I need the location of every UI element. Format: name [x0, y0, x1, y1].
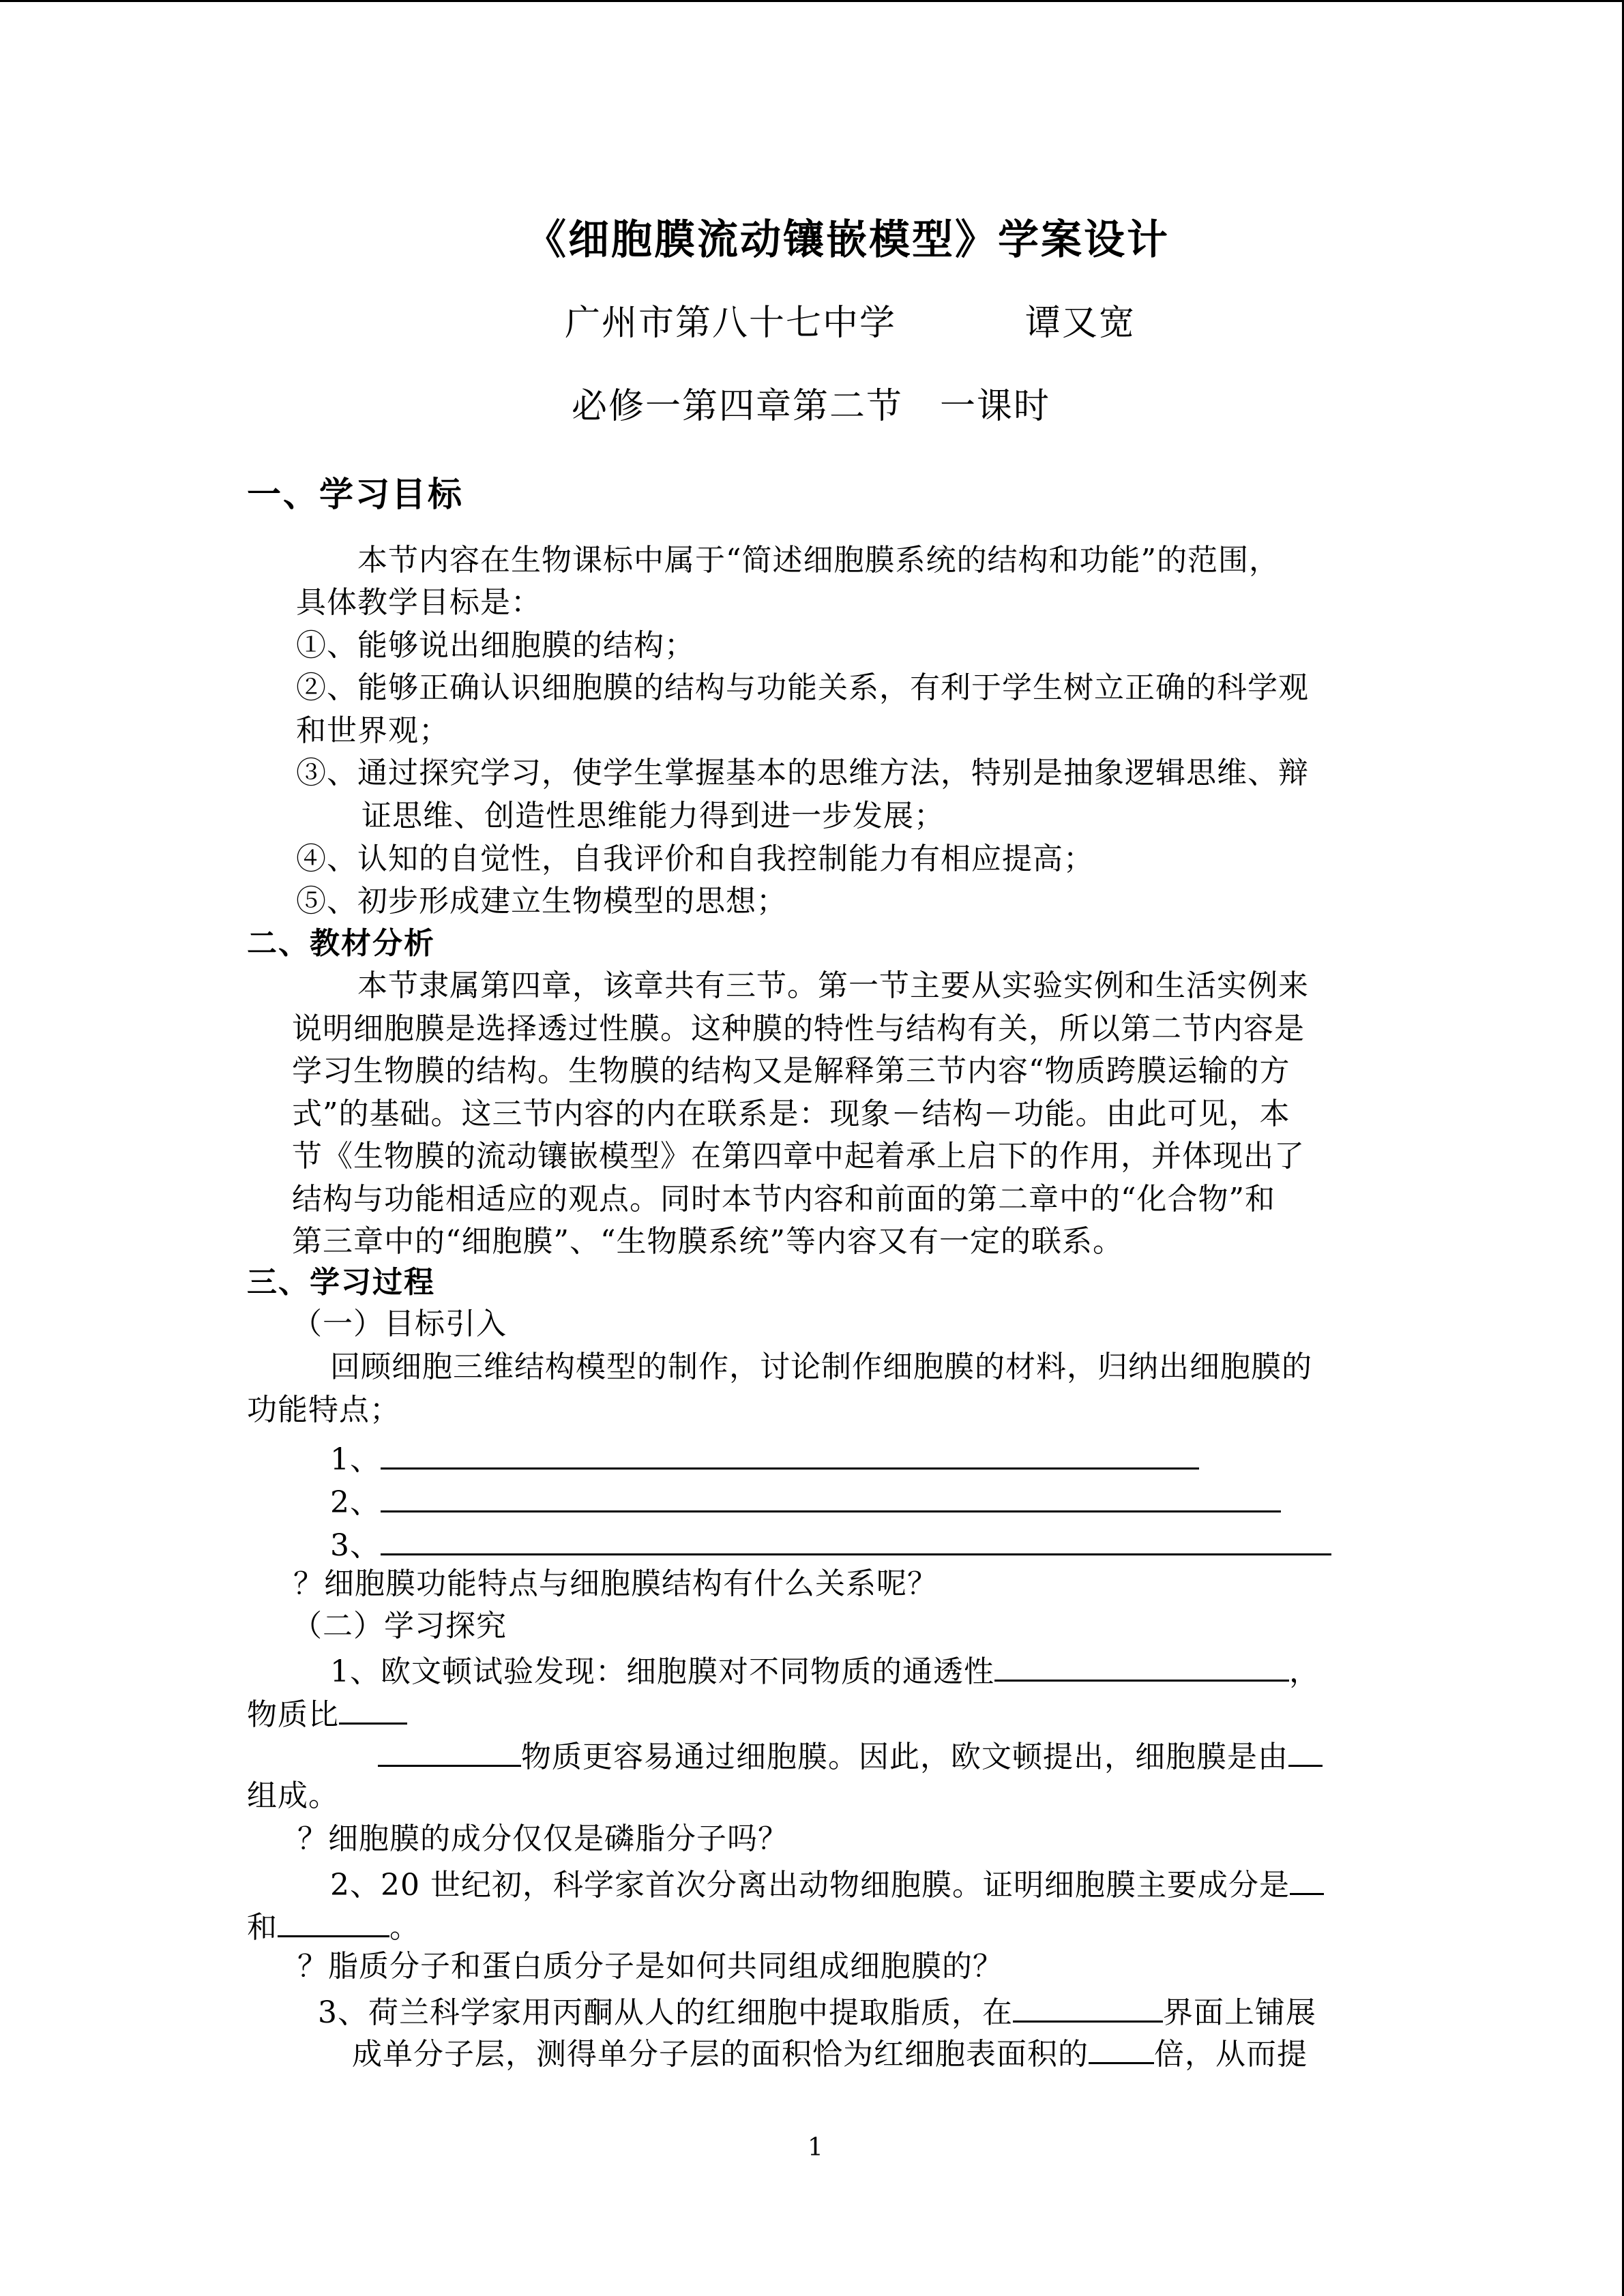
page-border-top — [0, 0, 1624, 2]
item3-text-d: 倍，从而提 — [1154, 2037, 1308, 2072]
answer-line-2[interactable] — [330, 1485, 1281, 1518]
author-name: 谭又宽 — [1025, 303, 1136, 344]
goal-2-line1: ②、能够正确认识细胞膜的结构与功能关系，有利于学生树立正确的科学观 — [296, 670, 1309, 705]
fill-blank[interactable] — [381, 1485, 1281, 1512]
answer-number: 3、 — [330, 1528, 381, 1563]
answer-number: 1、 — [330, 1442, 381, 1477]
item3-text-b: 界面上铺展 — [1163, 1995, 1316, 2030]
item3-line1 — [318, 1995, 1316, 2028]
section3-heading: 三、学习过程 — [247, 1265, 435, 1300]
item3-text-a: 3、荷兰科学家用丙酮从人的红细胞中提取脂质，在 — [318, 1995, 1013, 2030]
item2-text-a: 2、20 世纪初，科学家首次分离出动物细胞膜。证明细胞膜主要成分是 — [330, 1868, 1290, 1903]
part1-line2: 功能特点； — [247, 1392, 400, 1427]
analysis-line: 本节隶属第四章，该章共有三节。第一节主要从实验实例和生活实例来 — [357, 968, 1309, 1003]
part1-title: （一）目标引入 — [292, 1307, 507, 1341]
item1-line4: 组成。 — [247, 1778, 339, 1813]
section1-intro-line2: 具体教学目标是： — [296, 585, 542, 620]
item2-line2 — [247, 1909, 420, 1943]
analysis-line: 式”的基础。这三节内容的内在联系是：现象－结构－功能。由此可见，本 — [292, 1097, 1290, 1131]
section1-heading: 一、学习目标 — [247, 474, 464, 514]
item2-text-b: 和 — [247, 1910, 278, 1945]
fill-blank[interactable] — [381, 1527, 1331, 1555]
analysis-line: 学习生物膜的结构。生物膜的结构又是解释第三节内容“物质跨膜运输的方 — [292, 1054, 1290, 1088]
item1-text-c: 物质比 — [247, 1697, 339, 1732]
part1-line1: 回顾细胞三维结构模型的制作，讨论制作细胞膜的材料，归纳出细胞膜的 — [330, 1350, 1312, 1384]
school-name: 广州市第八十七中学 — [565, 303, 897, 344]
item1-line3 — [378, 1739, 1323, 1772]
fill-blank[interactable] — [1290, 1867, 1324, 1895]
question-1: ？细胞膜功能特点与细胞膜结构有什么关系呢？ — [293, 1566, 938, 1601]
item1-text-d: 物质更容易通过细胞膜。因此，欧文顿提出，细胞膜是由 — [521, 1740, 1288, 1774]
answer-number: 2、 — [330, 1485, 381, 1520]
question-2: ？细胞膜的成分仅仅是磷脂分子吗？ — [297, 1821, 788, 1856]
section1-intro-line1: 本节内容在生物课标中属于“简述细胞膜系统的结构和功能”的范围， — [357, 543, 1280, 578]
fill-blank[interactable] — [1288, 1739, 1323, 1767]
answer-line-1[interactable] — [330, 1442, 1199, 1475]
fill-blank[interactable] — [278, 1909, 389, 1937]
fill-blank[interactable] — [378, 1739, 521, 1767]
item1-line1 — [330, 1654, 1320, 1687]
fill-blank[interactable] — [1013, 1995, 1163, 2023]
part2-title: （二）学习探究 — [292, 1609, 507, 1643]
analysis-line: 第三章中的“细胞膜”、“生物膜系统”等内容又有一定的联系。 — [292, 1224, 1123, 1259]
goal-2-line2: 和世界观； — [296, 713, 449, 748]
fill-blank[interactable] — [381, 1442, 1199, 1470]
item1-text-b: ， — [1289, 1654, 1320, 1689]
item3-line2 — [352, 2036, 1308, 2070]
analysis-line: 说明细胞膜是选择透过性膜。这种膜的特性与结构有关，所以第二节内容是 — [292, 1011, 1305, 1046]
question-3: ？脂质分子和蛋白质分子是如何共同组成细胞膜的？ — [297, 1949, 1003, 1984]
page-number: 1 — [808, 2134, 824, 2162]
document-title: 《细胞膜流动镶嵌模型》学案设计 — [525, 216, 1170, 264]
item1-text-a: 1、欧文顿试验发现：细胞膜对不同物质的通透性 — [330, 1654, 994, 1689]
answer-line-3[interactable] — [330, 1527, 1331, 1561]
section2-heading: 二、教材分析 — [247, 926, 435, 961]
item2-line1 — [330, 1867, 1324, 1903]
chapter-info: 必修一第四章第二节 一课时 — [572, 386, 1051, 427]
goal-5: ⑤、初步形成建立生物模型的思想； — [296, 884, 787, 919]
fill-blank[interactable] — [339, 1697, 407, 1725]
goal-4: ④、认知的自觉性，自我评价和自我控制能力有相应提高； — [296, 841, 1094, 876]
analysis-line: 节《生物膜的流动镶嵌模型》在第四章中起着承上启下的作用，并体现出了 — [292, 1139, 1305, 1174]
item2-text-c: 。 — [389, 1910, 420, 1945]
fill-blank[interactable] — [1089, 2036, 1154, 2064]
item3-text-c: 成单分子层，测得单分子层的面积恰为红细胞表面积的 — [352, 2037, 1089, 2072]
analysis-line: 结构与功能相适应的观点。同时本节内容和前面的第二章中的“化合物”和 — [292, 1182, 1275, 1217]
fill-blank[interactable] — [994, 1654, 1289, 1682]
goal-3-line2: 证思维、创造性思维能力得到进一步发展； — [361, 799, 945, 833]
goal-3-line1: ③、通过探究学习，使学生掌握基本的思维方法，特别是抽象逻辑思维、辩 — [296, 756, 1309, 790]
goal-1: ①、能够说出细胞膜的结构； — [296, 628, 695, 663]
item1-line2 — [247, 1697, 407, 1730]
